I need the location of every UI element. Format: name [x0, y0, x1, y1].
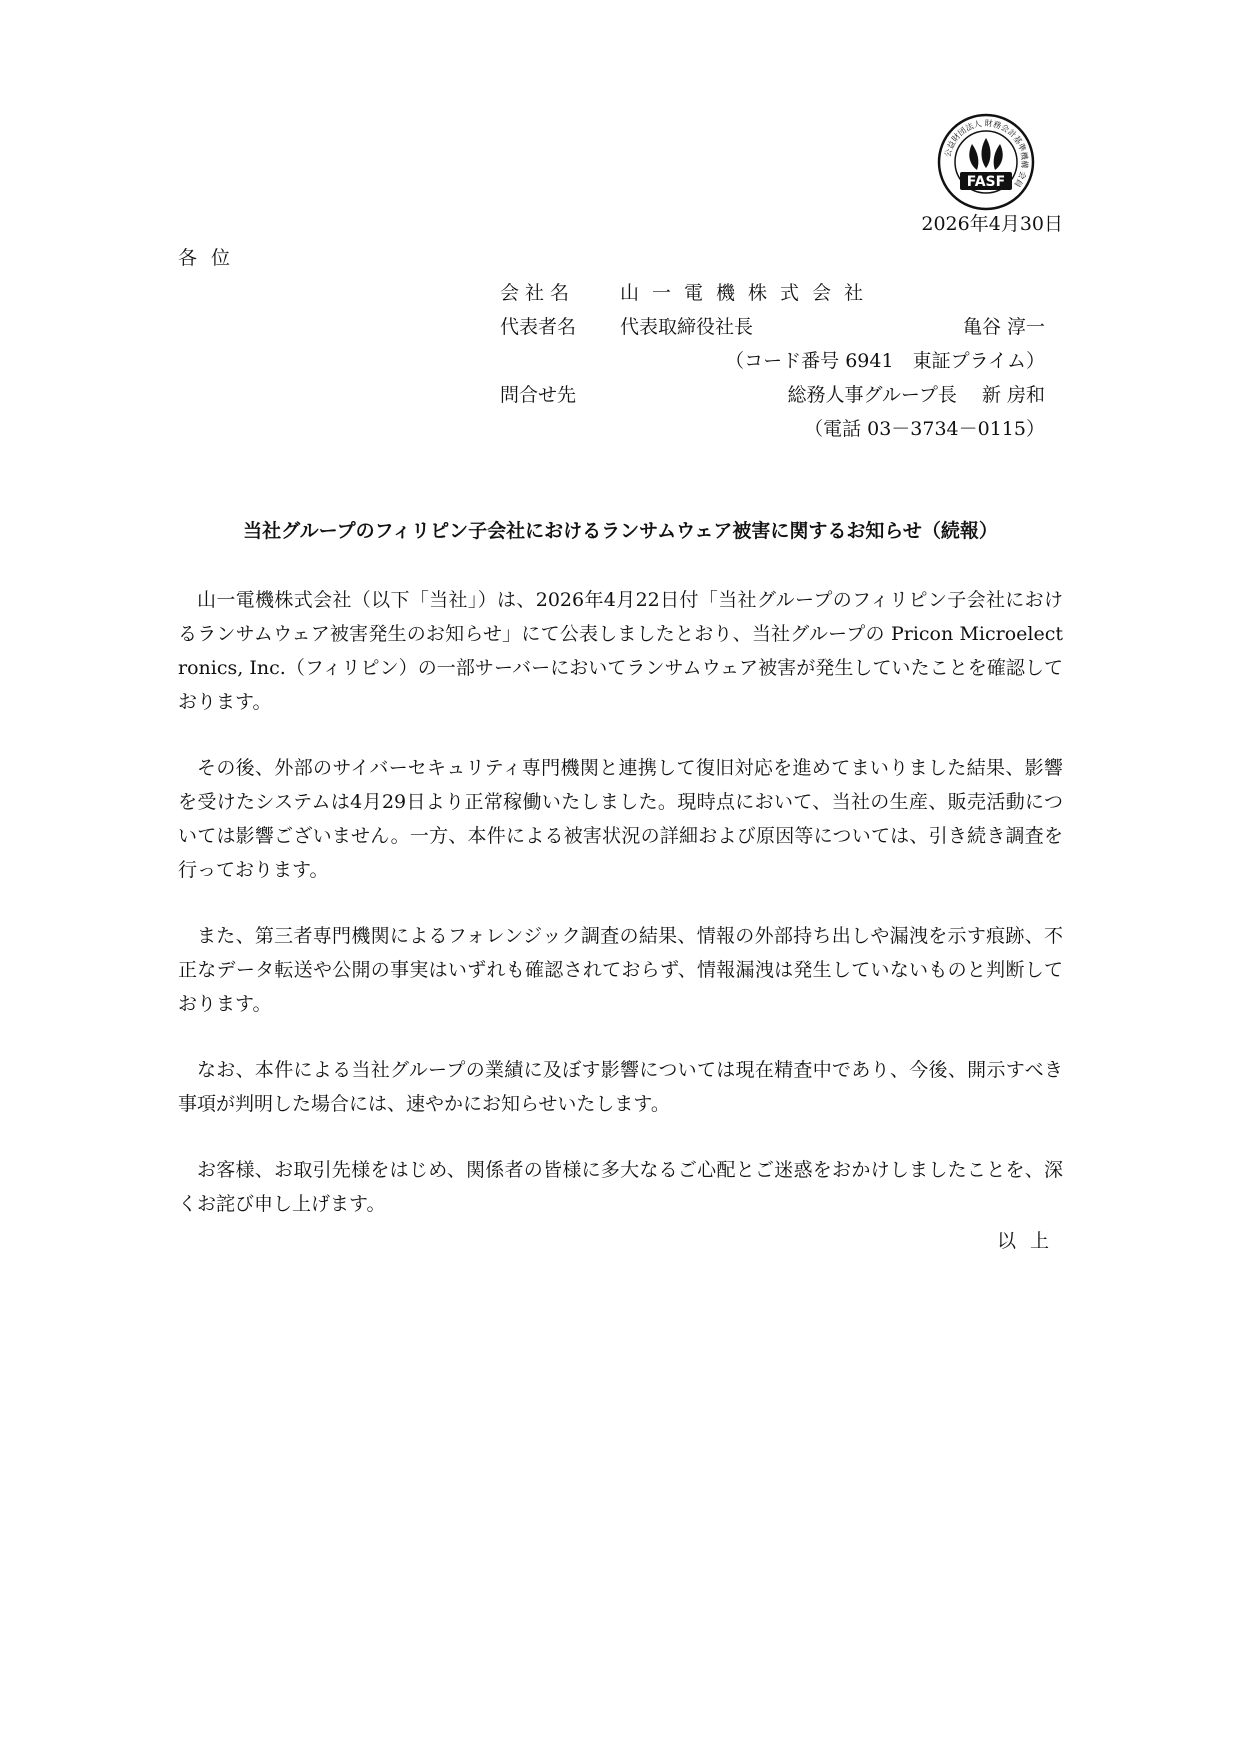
logo-text: FASF	[966, 174, 1006, 190]
logo-ring-text: 公益財団法人 財務会計基準機構 会員	[943, 118, 1030, 189]
issue-date: 2026年4月30日	[921, 213, 1063, 235]
representative-title: 代表取締役社長	[620, 316, 754, 338]
recipient: 各位	[178, 247, 245, 269]
contact-label: 問合せ先	[500, 384, 577, 406]
closing-mark: 以上	[996, 1230, 1063, 1252]
representative-label: 代表者名	[500, 316, 577, 338]
contact-name: 総務人事グループ長 新 房和	[787, 384, 1045, 406]
company-label: 会社名	[500, 282, 576, 304]
representative-name: 亀谷 淳一	[962, 316, 1045, 338]
stock-code: （コード番号 6941 東証プライム）	[725, 350, 1045, 372]
body-paragraph: その後、外部のサイバーセキュリティ専門機関と連携して復旧対応を進めてまいりました結果、影響を受けたシステムは4月29日より正常稼働いたしました。現時点において、当社の生産、販売活動については影響ございません。一方、本件による被害状況の詳細および原因等については、引き続き調査を行っております。	[178, 757, 1063, 881]
fasf-member-seal-icon	[936, 112, 1036, 212]
document-title: 当社グループのフィリピン子会社におけるランサムウェア被害に関するお知らせ（続報）	[243, 520, 998, 542]
body-paragraph: なお、本件による当社グループの業績に及ぼす影響については現在精査中であり、今後、開示すべき事項が判明した場合には、速やかにお知らせいたします。	[178, 1059, 1063, 1115]
fasf-member-logo	[936, 112, 1036, 212]
contact-phone: （電話 03－3734－0115）	[804, 418, 1045, 440]
body-paragraph: お客様、お取引先様をはじめ、関係者の皆様に多大なるご心配とご迷惑をおかけしましたことを、深くお詫び申し上げます。	[178, 1159, 1063, 1215]
body-paragraph: 山一電機株式会社（以下「当社」）は、2026年4月22日付「当社グループのフィリピン子会社におけるランサムウェア被害発生のお知らせ」にて公表しましたとおり、当社グループの Pricon Microelectronics, Inc.（フィリピン）の一部サーバーにおいてランサムウェア被害が発生していたことを確認しております。	[178, 589, 1063, 713]
body-paragraph: また、第三者専門機関によるフォレンジック調査の結果、情報の外部持ち出しや漏洩を示す痕跡、不正なデータ転送や公開の事実はいずれも確認されておらず、情報漏洩は発生していないものと判断しております。	[178, 925, 1063, 1015]
company-name: 山一電機株式会社	[620, 282, 877, 304]
